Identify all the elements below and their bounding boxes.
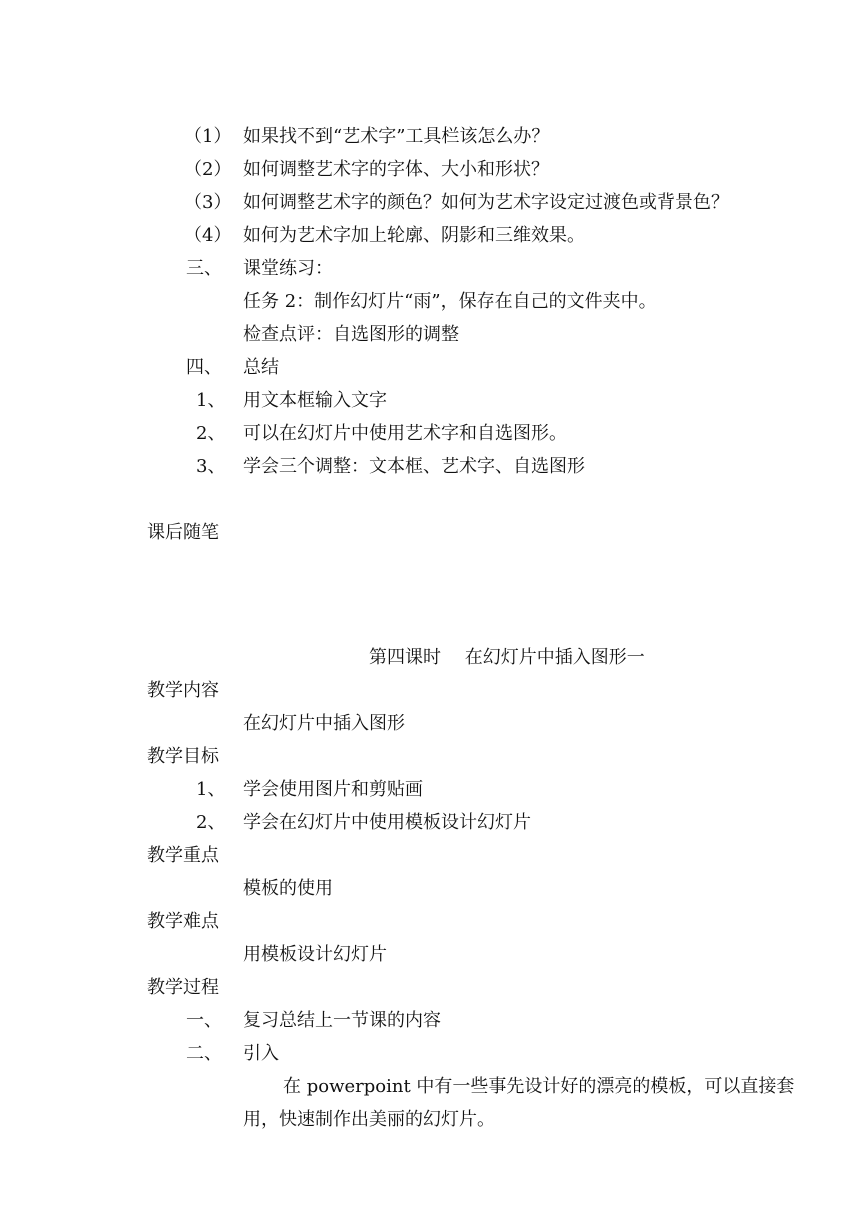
question-number: （3） [184,192,232,213]
goal-item: 学会在幻灯片中使用模板设计幻灯片 [243,812,531,833]
list-number: 2、 [196,812,226,833]
question-text: 如何调整艺术字的颜色？如何为艺术字设定过渡色或背景色？ [243,192,729,213]
list-item: 用文本框输入文字 [243,390,387,411]
question-text: 如果找不到“艺术字”工具栏该怎么办？ [243,126,550,147]
key-text: 模板的使用 [243,878,333,899]
question-number: （4） [184,225,232,246]
goals-label: 教学目标 [147,746,219,767]
difficulty-label: 教学难点 [147,911,219,932]
key-label: 教学重点 [147,845,219,866]
question-number: （2） [184,159,232,180]
process-label: 教学过程 [147,977,219,998]
difficulty-text: 用模板设计幻灯片 [243,944,387,965]
step-text: 复习总结上一节课的内容 [243,1010,441,1031]
question-text: 如何为艺术字加上轮廓、阴影和三维效果。 [243,225,585,246]
section-number: 二、 [186,1043,222,1064]
section-number: 一、 [186,1010,222,1031]
content-text: 在幻灯片中插入图形 [243,713,405,734]
notes-heading: 课后随笔 [147,522,219,543]
content-label: 教学内容 [147,680,219,701]
list-item: 学会三个调整：文本框、艺术字、自选图形 [243,456,585,477]
step-text: 引入 [243,1043,279,1064]
list-number: 1、 [196,390,226,411]
question-text: 如何调整艺术字的字体、大小和形状？ [243,159,549,180]
practice-task: 任务 2：制作幻灯片“雨”，保存在自己的文件夹中。 [243,291,657,312]
list-item: 可以在幻灯片中使用艺术字和自选图形。 [243,423,567,444]
list-number: 1、 [196,779,226,800]
section-heading: 总结 [243,357,279,378]
lesson-title: 第四课时 在幻灯片中插入图形一 [369,647,645,668]
section-heading: 课堂练习： [243,258,333,279]
intro-paragraph: 在 powerpoint 中有一些事先设计好的漂亮的模板，可以直接套用，快速制作出美丽的幻灯片。 [243,1076,795,1130]
section-number: 四、 [186,357,222,378]
section-number: 三、 [186,258,222,279]
question-number: （1） [184,126,232,147]
practice-review: 检查点评：自选图形的调整 [243,324,459,345]
list-number: 2、 [196,423,226,444]
list-number: 3、 [196,456,226,477]
goal-item: 学会使用图片和剪贴画 [243,779,423,800]
